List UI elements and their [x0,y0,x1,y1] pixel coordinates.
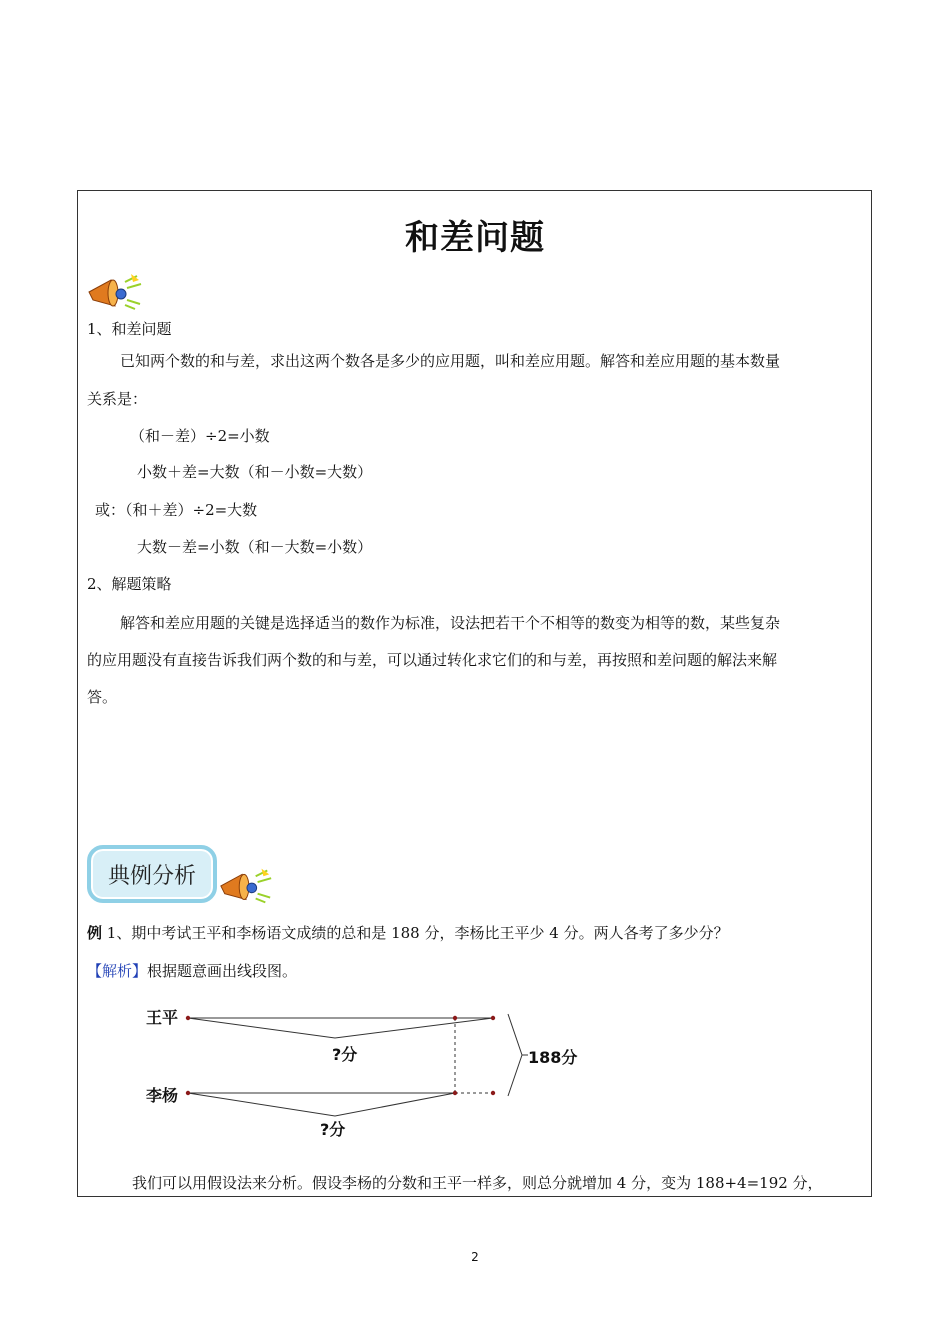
example-label: 例 [87,924,103,942]
analysis-tag: 【解析】 [87,962,148,980]
brace-top [188,1018,493,1038]
total-brace [508,1014,522,1096]
example-analysis-badge: 典例分析 [87,845,217,903]
section2-line3: 答。 [87,688,118,706]
analysis-line [87,960,297,981]
name-liyang: 李杨 [146,1086,179,1105]
example-1 [87,922,729,943]
formula-2: 小数＋差=大数（和－小数=大数） [137,463,373,481]
point [186,1016,190,1020]
segment-diagram [140,1000,600,1150]
megaphone-icon [85,272,145,310]
section2-line1: 解答和差应用题的关键是选择适当的数作为标准，设法把若干个不相等的数变为相等的数，某些复杂 [120,614,781,632]
section2-line2: 的应用题没有直接告诉我们两个数的和与差，可以通过转化求它们的和与差，再按照和差问题的解法来解 [87,651,778,669]
page-number: 2 [471,1250,479,1264]
question-bottom: ?分 [320,1120,346,1139]
point [453,1016,457,1020]
total-label: 188分 [528,1048,578,1067]
point [491,1091,495,1095]
question-top: ?分 [332,1045,358,1064]
section1-heading: 1、和差问题 [87,320,172,338]
analysis-text: 根据题意画出线段图。 [147,962,298,980]
formula-3: 或：（和＋差）÷2=大数 [95,501,258,519]
continuation-text: 我们可以用假设法来分析。假设李杨的分数和王平一样多，则总分就增加 4 分，变为 188+4=192 分， [132,1174,823,1192]
megaphone-icon [217,866,275,904]
point [453,1091,457,1095]
name-wangping: 王平 [146,1008,179,1027]
point [186,1091,190,1095]
section1-paragraph-line2: 关系是： [87,390,148,408]
section1-paragraph-line1: 已知两个数的和与差，求出这两个数各是多少的应用题，叫和差应用题。解答和差应用题的基本数量 [120,352,781,370]
formula-4: 大数－差=小数（和－大数=小数） [137,538,373,556]
formula-1: （和－差）÷2=小数 [130,427,270,445]
page-title: 和差问题 [405,218,545,258]
section2-heading: 2、解题策略 [87,575,172,593]
brace-bottom [188,1093,455,1116]
point [491,1016,495,1020]
example-text: 1、期中考试王平和李杨语文成绩的总和是 188 分，李杨比王平少 4 分。两人各考了多少分？ [102,924,729,942]
